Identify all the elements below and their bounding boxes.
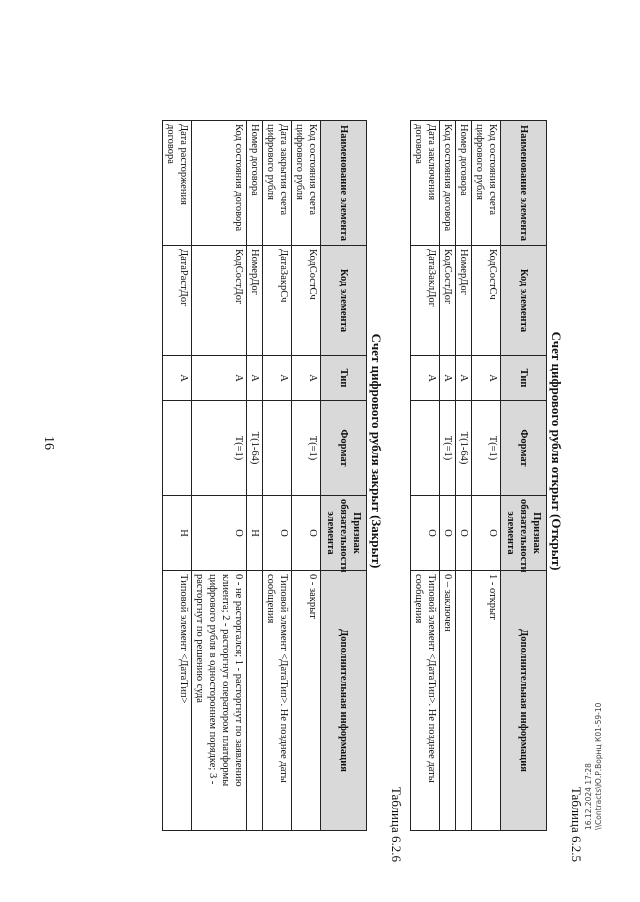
- footer-stamp-area: [584, 702, 624, 890]
- col-header: Код элемента: [321, 246, 367, 356]
- cell: А: [247, 356, 263, 401]
- cell: 0 – заключен: [440, 571, 456, 831]
- col-header: Формат: [501, 401, 547, 496]
- table-header-row: [321, 121, 367, 831]
- cell: [163, 401, 192, 496]
- cell: Типовой элемент <ДатаТип>. Не позднее даты сообщения: [263, 571, 292, 831]
- cell: ДатаРастДог: [163, 246, 192, 356]
- cell: А: [163, 356, 192, 401]
- cell: Код состояния договора: [440, 121, 456, 246]
- cell: [263, 401, 292, 496]
- cell: Дата заключения договора: [411, 121, 440, 246]
- table-row: [263, 121, 292, 831]
- col-header: Признак обязательности элемента: [501, 496, 547, 571]
- table-account-closed: [162, 120, 367, 831]
- cell: 0 - не расторгался; 1 - расторгнут по заявлению клиента; 2 - расторгнут оператором платформы цифрового рубля в одностороннем порядке; 3 - расторгнут по решению суда: [192, 571, 247, 831]
- cell: А: [192, 356, 247, 401]
- table-row: [456, 121, 472, 831]
- cell: А: [263, 356, 292, 401]
- cell: КодСостДог: [192, 246, 247, 356]
- col-header: Тип: [501, 356, 547, 401]
- table-account-open: [410, 120, 547, 831]
- stamp-line-2: \\Contracts\Ю.Р.Ворнц К01-59-10: [594, 702, 603, 830]
- cell: [411, 401, 440, 496]
- cell: О: [456, 496, 472, 571]
- table-title-2: Счет цифрового рубля закрыт (Закрыт): [369, 333, 384, 569]
- table-header-row: [501, 121, 547, 831]
- cell: 1 - открыт: [472, 571, 501, 831]
- cell: T(=1): [472, 401, 501, 496]
- cell: Типовой элемент <ДатаТип>. Не позднее даты сообщения: [411, 571, 440, 831]
- stamp-line-1: 16.12.2024 17:28: [584, 763, 593, 830]
- cell: T(=1): [440, 401, 456, 496]
- cell: О: [411, 496, 440, 571]
- table-row: [411, 121, 440, 831]
- cell: ДатаЗакрСч: [263, 246, 292, 356]
- table-row: [472, 121, 501, 831]
- col-header: Формат: [321, 401, 367, 496]
- cell: А: [472, 356, 501, 401]
- col-header: Код элемента: [501, 246, 547, 356]
- cell: Типовой элемент <ДатаТип>: [163, 571, 192, 831]
- cell: А: [456, 356, 472, 401]
- col-header: Наименование элемента: [501, 121, 547, 246]
- cell: КодСостДог: [440, 246, 456, 356]
- table-row: [247, 121, 263, 831]
- cell: Дата расторжения договора: [163, 121, 192, 246]
- page-number: 16: [41, 436, 56, 450]
- cell: T(=1): [192, 401, 247, 496]
- cell: А: [440, 356, 456, 401]
- cell: А: [411, 356, 440, 401]
- cell: О: [440, 496, 456, 571]
- table-title-1: Счет цифрового рубля открыт (Открыт): [549, 331, 564, 571]
- cell: Код состояния договора: [192, 121, 247, 246]
- table-caption-1: Таблица 6.2.5: [569, 786, 584, 862]
- col-header: Дополнительная информация: [501, 571, 547, 831]
- cell: Номер договора: [456, 121, 472, 246]
- cell: О: [263, 496, 292, 571]
- col-header: Признак обязательности элемента: [321, 496, 367, 571]
- cell: [247, 571, 263, 831]
- cell: КодСостСч: [292, 246, 321, 356]
- cell: Дата закрытия счета цифрового рубля: [263, 121, 292, 246]
- table-row: [440, 121, 456, 831]
- cell: О: [472, 496, 501, 571]
- cell: 0 - закрыт: [292, 571, 321, 831]
- table-row: [192, 121, 247, 831]
- cell: T(1-64): [456, 401, 472, 496]
- cell: Код состояния счета цифрового рубля: [472, 121, 501, 246]
- cell: T(=1): [292, 401, 321, 496]
- cell: Н: [163, 496, 192, 571]
- cell: НомерДог: [456, 246, 472, 356]
- cell: [456, 571, 472, 831]
- cell: О: [292, 496, 321, 571]
- cell: Н: [247, 496, 263, 571]
- cell: А: [292, 356, 321, 401]
- cell: Код состояния счета цифрового рубля: [292, 121, 321, 246]
- table-row: [292, 121, 321, 831]
- cell: О: [192, 496, 247, 571]
- cell: НомерДог: [247, 246, 263, 356]
- cell: Номер договора: [247, 121, 263, 246]
- cell: КодСостСч: [472, 246, 501, 356]
- cell: ДатаЗаклДог: [411, 246, 440, 356]
- col-header: Наименование элемента: [321, 121, 367, 246]
- cell: T(1-64): [247, 401, 263, 496]
- col-header: Дополнительная информация: [321, 571, 367, 831]
- table-row: [163, 121, 192, 831]
- col-header: Тип: [321, 356, 367, 401]
- table-caption-2: Таблица 6.2.6: [389, 786, 404, 862]
